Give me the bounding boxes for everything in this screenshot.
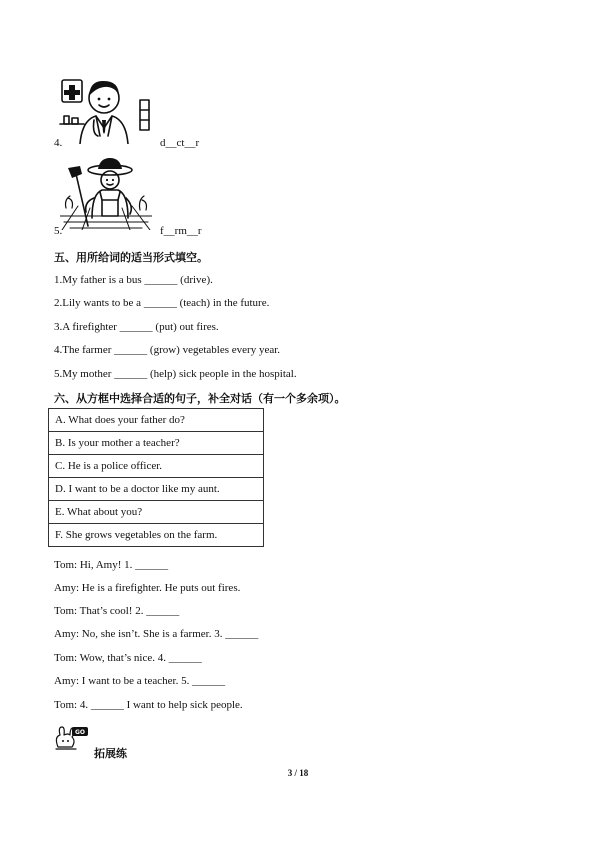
section5-title: 五、用所给词的适当形式填空。 (54, 251, 208, 264)
page-number: 3 / 18 (287, 768, 309, 778)
go-badge-text: GO (74, 729, 86, 736)
section5-line-4: 4.The farmer ______ (grow) vegetables every year. (54, 344, 281, 356)
doctor-illustration (58, 76, 152, 144)
dialogue-line-7: Tom: 4. ______ I want to help sick people. (54, 699, 243, 711)
extension-title: 拓展练 (94, 747, 127, 760)
section5-line-3: 3.A firefighter ______ (put) out fires. (54, 321, 219, 333)
vocab-item-5-number: 5. (54, 225, 63, 237)
section6-title: 六、从方框中选择合适的句子，补全对话（有一个多余项）。 (54, 392, 346, 405)
dialogue-line-6: Amy: I want to be a teacher. 5. ______ (54, 675, 226, 687)
vocab-item-4-hint: d__ct__r (160, 137, 200, 149)
dialogue-line-5: Tom: Wow, that’s nice. 4. ______ (54, 652, 202, 664)
section5-line-1: 1.My father is a bus ______ (drive). (54, 274, 213, 286)
option-c: C. He is a police officer. (49, 455, 264, 478)
section5-line-5: 5.My mother ______ (help) sick people in the hospital. (54, 368, 297, 380)
option-b: B. Is your mother a teacher? (49, 432, 264, 455)
dialogue-line-1: Tom: Hi, Amy! 1. ______ (54, 559, 169, 571)
option-d: D. I want to be a doctor like my aunt. (49, 478, 264, 501)
option-e: E. What about you? (49, 501, 264, 524)
farmer-illustration (60, 156, 152, 230)
dialogue-line-4: Amy: No, she isn’t. She is a farmer. 3. ______ (54, 628, 259, 640)
dialogue-line-2: Amy: He is a firefighter. He puts out fires. (54, 582, 241, 594)
section5-line-2: 2.Lily wants to be a ______ (teach) in the future. (54, 297, 270, 309)
dialogue-line-3: Tom: That’s cool! 2. ______ (54, 605, 180, 617)
rabbit-go-icon (52, 725, 90, 751)
vocab-item-4-number: 4. (54, 137, 63, 149)
vocab-item-5-hint: f__rm__r (160, 225, 202, 237)
options-box (48, 408, 264, 547)
option-f: F. She grows vegetables on the farm. (49, 524, 264, 547)
option-a: A. What does your father do? (49, 409, 264, 432)
